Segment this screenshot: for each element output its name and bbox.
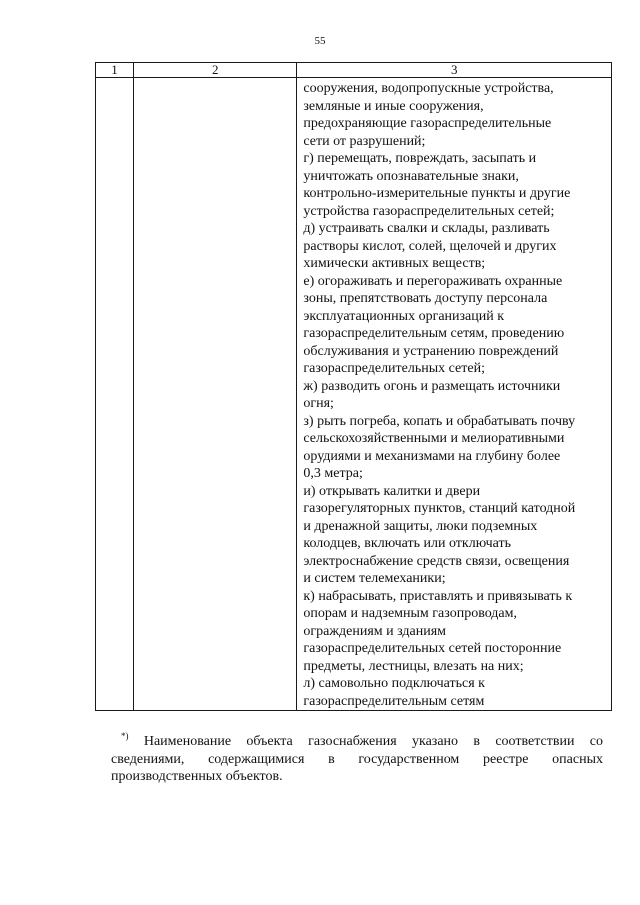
cell-col-3 — [297, 78, 612, 711]
cell-col-2 — [134, 78, 297, 711]
table-text-line: опорам и надземным газопроводам, — [303, 606, 517, 621]
prohibitions-list — [297, 78, 611, 710]
table-text-line: л) самовольно подключаться к — [303, 676, 485, 691]
table-text-line: ограждениям и зданиям — [303, 623, 447, 639]
table-text-line: контрольно-измерительные пункты и другие — [303, 186, 571, 201]
page-number: 55 — [314, 35, 326, 47]
table-text-line: газораспределительным сетям, проведению — [303, 326, 565, 341]
footnote-line-1 — [111, 733, 603, 751]
cell-col-1 — [96, 78, 134, 711]
table-text-line: з) рыть погреба, копать и обрабатывать почву — [303, 413, 576, 429]
header-col-2: 2 — [134, 63, 297, 78]
table-text-line: д) устраивать свалки и склады, разливать — [303, 221, 550, 236]
table-text-line: ж) разводить огонь и размещать источники — [303, 378, 561, 394]
table-text-line: предохраняющие газораспределительные — [303, 116, 552, 131]
table-text-line: растворы кислот, солей, щелочей и других — [303, 238, 557, 254]
table-text-line: к) набрасывать, приставлять и привязывать к — [303, 588, 573, 604]
table-text-line: колодцев, включать или отключать — [303, 536, 512, 551]
table-text-line: газораспределительным сетям — [303, 693, 485, 709]
table-text-line: сети от разрушений; — [303, 133, 426, 149]
footnote-line-3: производственных объектов. — [111, 769, 283, 784]
table-text-line: химически активных веществ; — [303, 256, 486, 271]
header-col-3: 3 — [297, 63, 612, 78]
table-text-line: газораспределительных сетей посторонние — [303, 641, 562, 656]
table-text-line: сельскохозяйственными и мелиоративными — [303, 431, 565, 446]
table-text-line: орудиями и механизмами на глубину более — [303, 448, 561, 464]
table-text-line: устройства газораспределительных сетей; — [303, 203, 555, 219]
table-text-line: электроснабжение средств связи, освещения — [303, 553, 570, 569]
table-text-line: огня; — [303, 396, 334, 411]
table-text-line: обслуживания и устранению повреждений — [303, 343, 559, 359]
table-text-line: предметы, лестницы, влезать на них; — [303, 658, 524, 674]
table-text-line: уничтожать опознавательные знаки, — [303, 168, 519, 184]
table-text-line: и) открывать калитки и двери — [303, 483, 481, 499]
table-text-line: газораспределительных сетей; — [303, 361, 485, 376]
table-text-line: газорегуляторных пунктов, станций катодной — [303, 501, 576, 516]
table-text-line: земляные и иные сооружения, — [303, 98, 484, 114]
table-text-line: эксплуатационных организаций к — [303, 308, 505, 324]
footnote — [111, 733, 603, 786]
table-text-line: 0,3 метра; — [303, 466, 363, 481]
footnote-text-1: Наименование объекта газоснабжения указано в соответствии со — [143, 734, 603, 749]
table-text-line: г) перемещать, повреждать, засыпать и — [303, 151, 537, 166]
footnote-line-2: сведениями, содержащимися в государственном реестре опасных — [111, 751, 603, 767]
footnote-mark: *) — [121, 731, 129, 742]
table-content-row — [96, 78, 612, 711]
table-header-row — [96, 63, 612, 78]
header-col-1: 1 — [96, 63, 134, 78]
table-text-line: сооружения, водопропускные устройства, — [303, 81, 554, 96]
requirements-table — [95, 62, 612, 711]
table-text-line: е) огораживать и перегораживать охранные — [303, 273, 563, 289]
table-text-line: и дренажной защиты, люки подземных — [303, 518, 538, 534]
table-text-line: зоны, препятствовать доступу персонала — [303, 291, 548, 306]
table-text-line: и систем телемеханики; — [303, 571, 446, 586]
